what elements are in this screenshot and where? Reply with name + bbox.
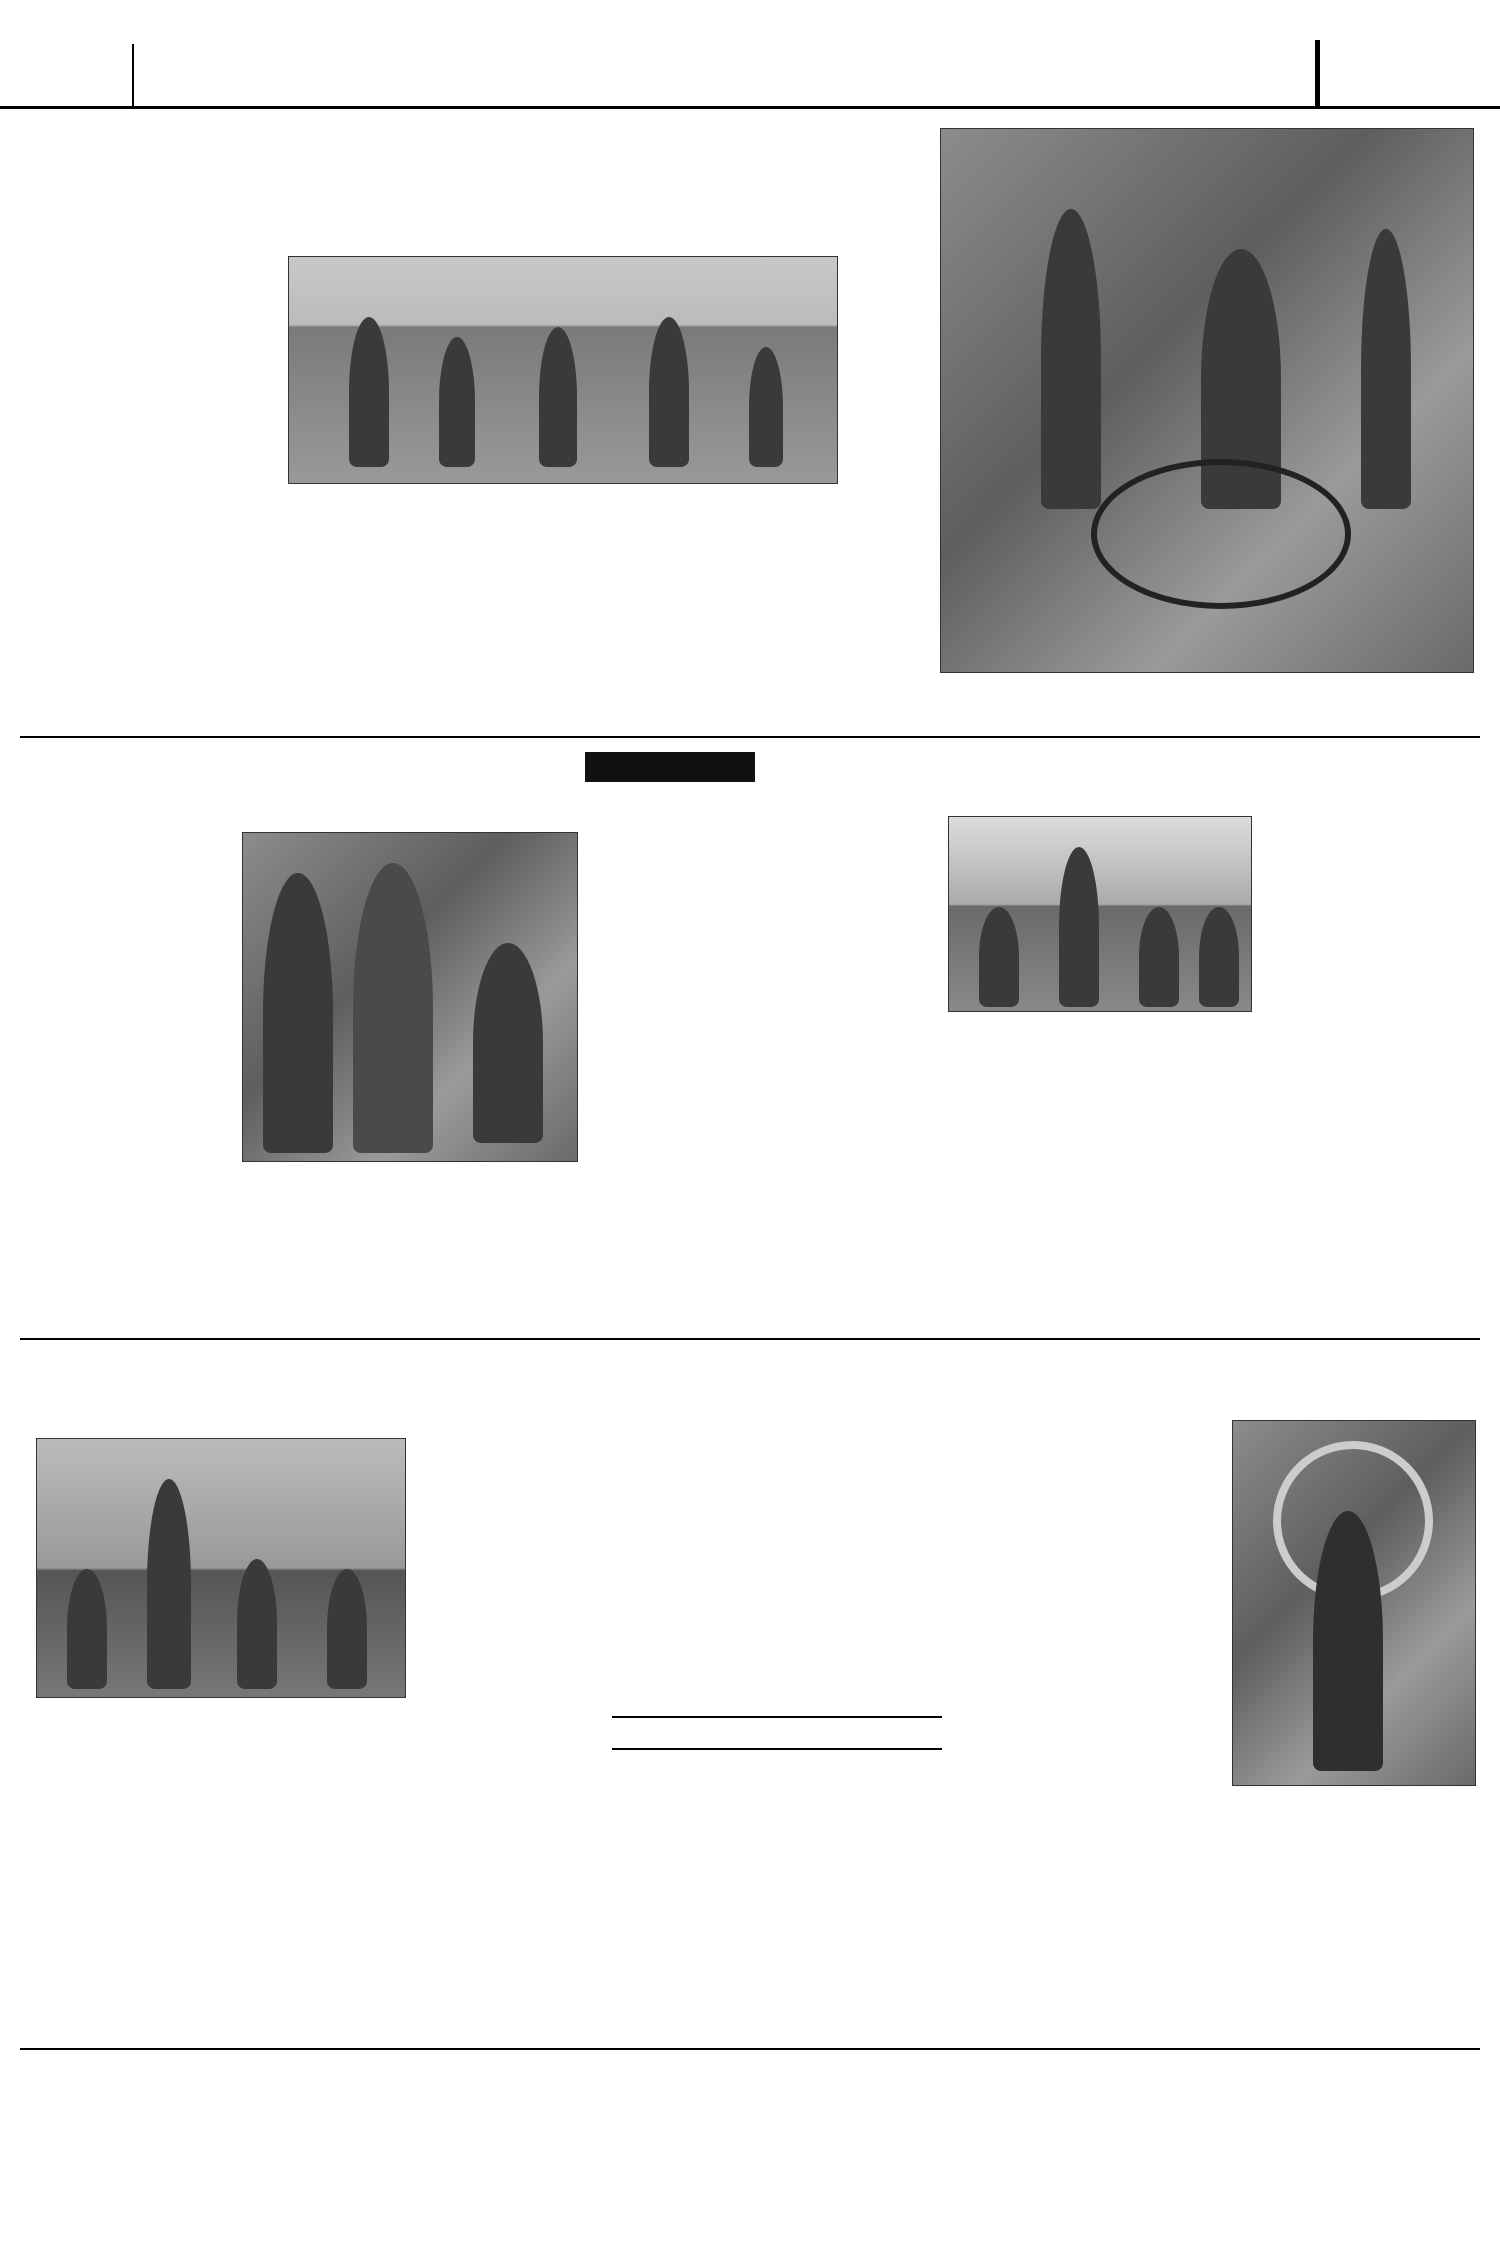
story5-col1 xyxy=(1262,820,1477,1330)
story4-col1 xyxy=(762,816,942,1326)
story2-photo xyxy=(242,832,578,1162)
story3-col1 xyxy=(585,790,755,1330)
story6-photo xyxy=(36,1438,406,1698)
story8-col2 xyxy=(782,1410,942,1710)
story1-photo2 xyxy=(940,128,1474,673)
story4-photo xyxy=(948,816,1252,1012)
story9-col1 xyxy=(612,1758,942,2038)
story2-col2 xyxy=(242,1206,404,1330)
story9-headline xyxy=(612,1716,942,1750)
story2-col1 xyxy=(36,832,232,1330)
story1-col2 xyxy=(288,510,460,726)
story1-col1 xyxy=(36,256,278,726)
story1-col4 xyxy=(652,510,838,726)
story4-col3 xyxy=(1104,1036,1252,1326)
story10-col2 xyxy=(1232,1836,1476,2038)
story3-headline xyxy=(585,752,755,782)
masthead xyxy=(0,0,1500,110)
story6-col2 xyxy=(226,1738,406,2038)
story10-photo xyxy=(1232,1420,1476,1786)
story1-col3 xyxy=(470,510,642,726)
story6-col1 xyxy=(36,1738,216,2038)
story7-col1 xyxy=(414,1416,600,2038)
story1-photo1 xyxy=(288,256,838,484)
story4-col2 xyxy=(948,1036,1094,1326)
story8-col1 xyxy=(612,1410,772,1710)
story10-col1 xyxy=(954,1420,1224,2038)
story2-col3 xyxy=(414,1206,578,1330)
